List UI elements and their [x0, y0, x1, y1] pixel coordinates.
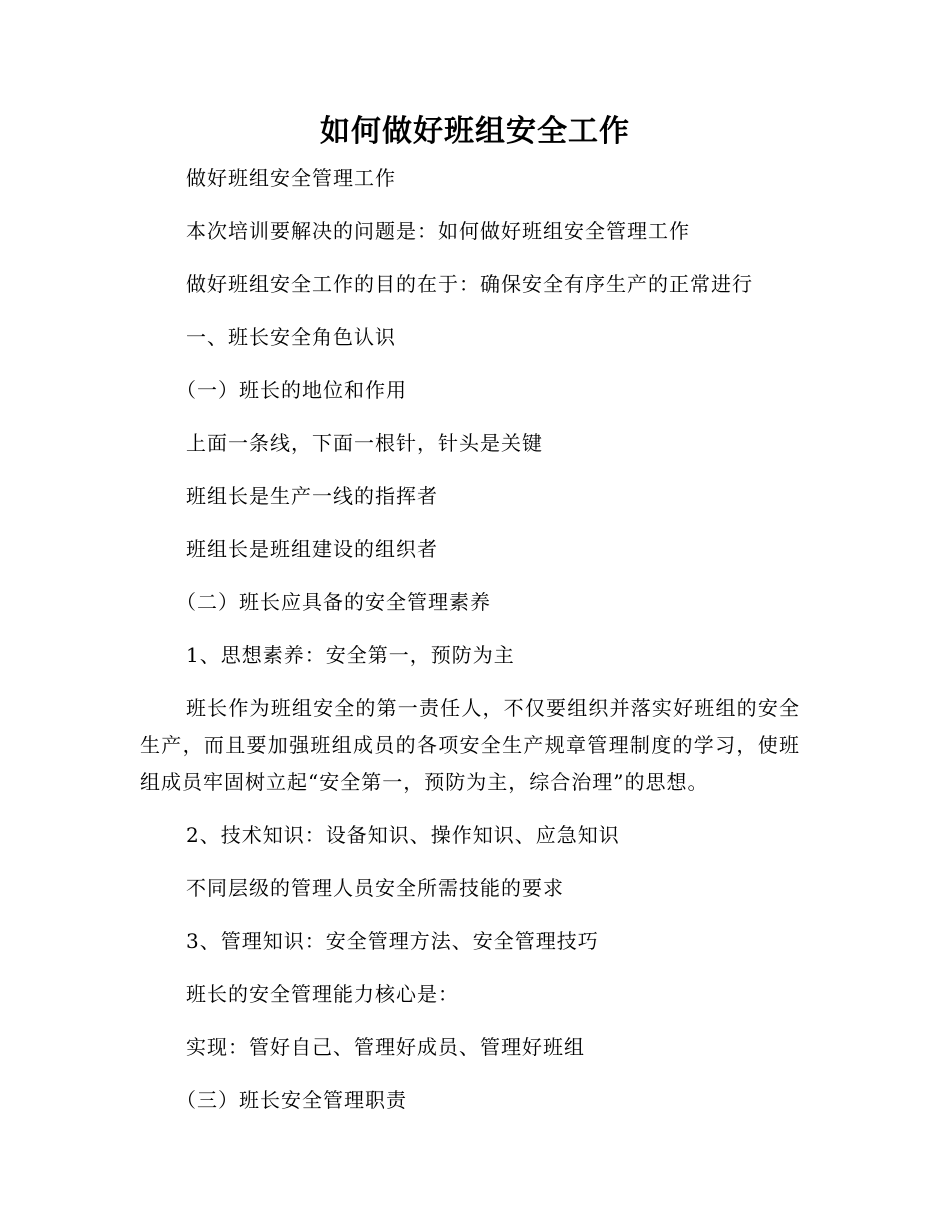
paragraph: 班组长是班组建设的组织者 — [186, 537, 438, 561]
list-item: 2、技术知识：设备知识、操作知识、应急知识 — [186, 823, 620, 847]
section-heading: 一、班长安全角色认识 — [186, 325, 396, 349]
paragraph: 班组长是生产一线的指挥者 — [186, 484, 438, 508]
document-body — [140, 160, 800, 1135]
paragraph: 班长作为班组安全的第一责任人，不仅要组织并落实好班组的安全生产，而且要加强班组成员的各项安全生产规章管理制度的学习，使班组成员牢固树立起“安全第一，预防为主，综合治理”的思想。 — [140, 696, 800, 794]
subsection-heading: （一）班长的地位和作用 — [176, 378, 407, 402]
subsection-heading: （三）班长安全管理职责 — [176, 1088, 407, 1112]
paragraph: 做好班组安全工作的目的在于：确保安全有序生产的正常进行 — [186, 272, 753, 296]
paragraph: 不同层级的管理人员安全所需技能的要求 — [186, 876, 564, 900]
paragraph: 上面一条线，下面一根针，针头是关键 — [186, 431, 543, 455]
list-item: 3、管理知识：安全管理方法、安全管理技巧 — [186, 929, 599, 953]
paragraph: 班长的安全管理能力核心是： — [186, 982, 459, 1006]
subsection-heading: （二）班长应具备的安全管理素养 — [176, 590, 491, 614]
paragraph: 做好班组安全管理工作 — [186, 166, 396, 190]
list-item: 1、思想素养：安全第一，预防为主 — [186, 643, 515, 667]
paragraph: 本次培训要解决的问题是：如何做好班组安全管理工作 — [186, 219, 690, 243]
document-title: 如何做好班组安全工作 — [320, 114, 630, 149]
paragraph: 实现：管好自己、管理好成员、管理好班组 — [186, 1035, 585, 1059]
